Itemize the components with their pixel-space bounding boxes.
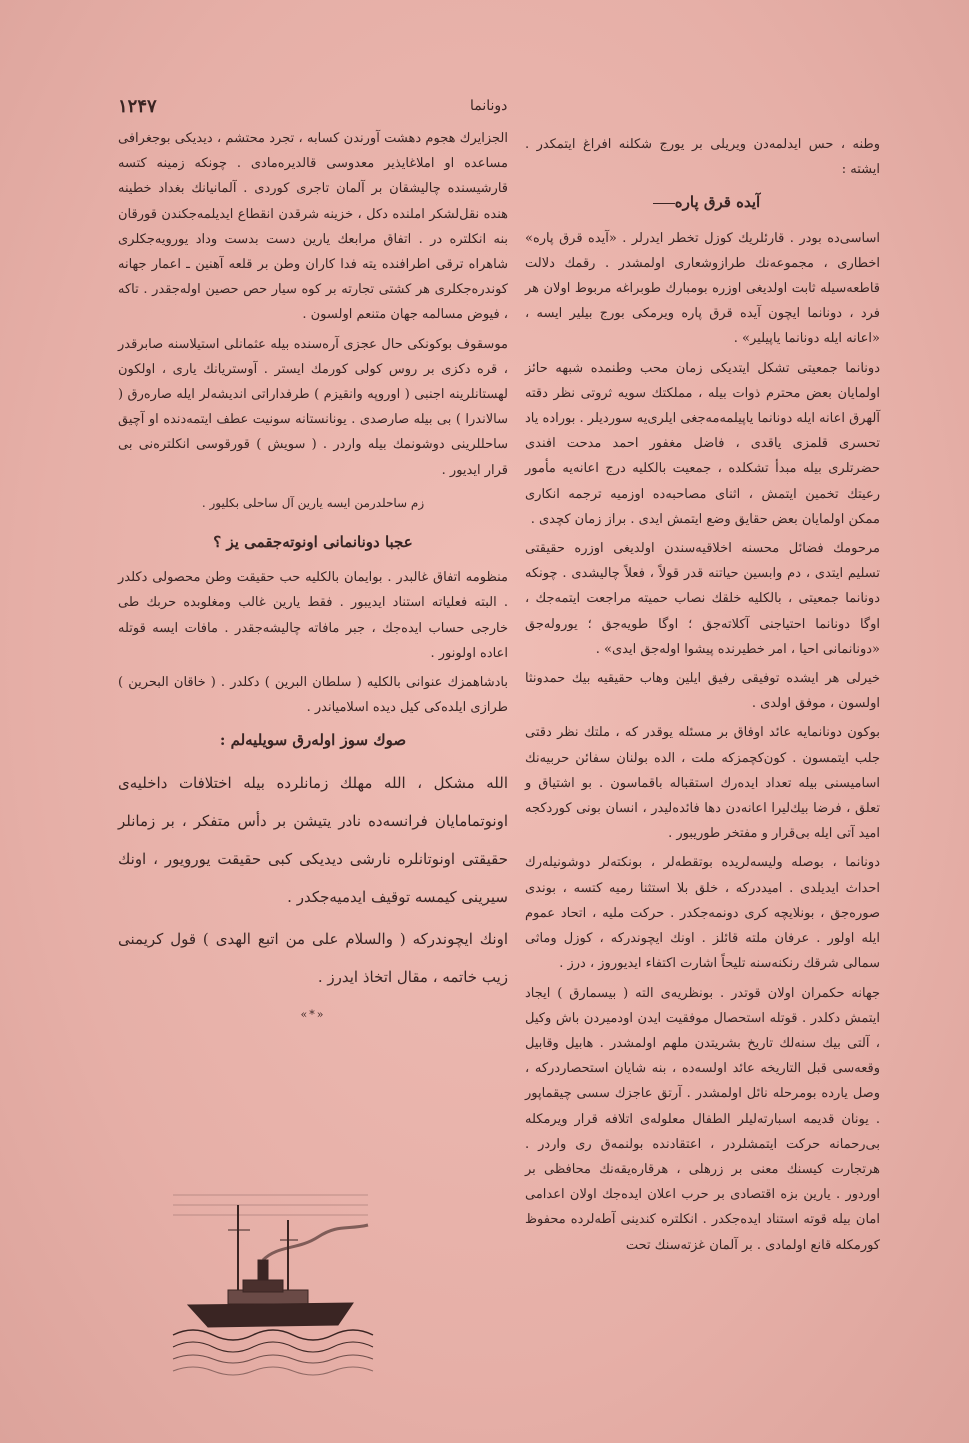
running-title: دونانما xyxy=(470,98,508,114)
final-paragraph: اونك ایچوندرکه ( والسلام علی من اتبع الهدی ) قول کریمنی زیب خاتمه ، مقال اتخاذ ایدرز . xyxy=(118,929,508,986)
paragraph: بوكون دونانمایه عائد اوفاق بر مسئله یوقدر که ، ملتك نظر دقتی جلب ایتمسون . كون‌كچمزكه ملت ، الده بولنان سفائن حربیه‌نك اساميسنی بیله تعداد ایده‌رك استقباله باقماسون . بو اشتیاق و تعلق ، فرضا بیك‌لیرا اعانه‌دن دها فائده‌لیدر ، انسان بونی كوردكجه امید آتی ایله بی‌قرار و مفتخر طوریبور . xyxy=(525,725,880,842)
closing-heading: صوك سوز اوله‌رق سویلیه‌لم : xyxy=(219,731,407,750)
poem-line: زم ساحلدرمن ایسه یارین آل ساحلی بکلیور . xyxy=(201,495,425,510)
paragraph: الجزایرك هجوم دهشت آورندن کسابه ، تجرد محتشم ، دیدیکی بوجغرافی مساعده او املاغایذیر معدوسی قالدیره‌مادی . چونکه زمینه کتسه قارشیسنده چالیشقان بر آلمان تاجری کوردی . آلمانیانك بغداد خطینه هنده نقل‌لشکر املنده دکل ، خزینه شرقدن انقطاع ایدیلمه‌جکندن قورقان بنه انکلتره در . اتفاق مرابعك یارین دست بدست وداد یورویه‌جکلری شاهراه ترقی اطرافنده یته فدا کاران وطن بر قلعه آهنین ـ اعمار جهانه کوندره‌جکلری هر کشتی تجارته بر کوه سیار حص حصین اوله‌جقدر . تاکه ، فیوض مسالمه جهان متنعم اولسون . xyxy=(118,131,508,323)
page-header xyxy=(0,96,969,126)
closing-paragraph: الله مشکل ، الله مهلك زمانلرده بیله اختلافات داخلیه‌ی اونوتمامایان فرانسه‌ده نادر یتیشن بر دأس متفکر ، بر زمانلر حقیقتی اونوتانلره نارشی دیدیکی کبی حقیقت یورویور ، اونك سیرینی کیمسه توقیف ایدمیه‌جکدر . xyxy=(118,773,508,906)
paragraph: دونانما جمعیتی تشکل ایتدیکی زمان محب وطنمده شبهه حائز اولمایان بعض محترم ذوات بیله ، مملکتك سویه ثروتی نظر دقته آلهرق اعانه ایله دونانما یاپیلمه‌مه‌جغی ایلری‌یه سوردیلر . بوراده یاد تحسری قلمزی یاقدی ، فاضل مغفور احمد مدحت افندی حضرتلری بیله مبدأ تشکلده ، جمعیت بالکلیه درج اعانه‌یه مأمور رعیتك تخمین ایتمش ، اثنای مصاحبه‌ده اوزمیه ترجمه انکاری ممکن اولمایان بعض حقایق وضع ایتمش ایدی . براز زمان کچدی . xyxy=(525,360,880,527)
left-column xyxy=(118,126,508,1027)
paragraph: دونانما ، بوصله ولیسه‌لریده بوتقطه‌لر ، بونکته‌لر دوشونیله‌رك احداث ایدیلدی . امیددرکه ، خلق بلا استثنا رمیه کتسه ، بوندی صوره‌جق ، بونلایچه‌ کری دونمه‌جکدر . حرکت ملیه ، اتحاد عموم ایله اولور . عرفان ملته قائلز . اونك ایچوندرکه ، کوزل وماثی سمالی شرقك رنکنه‌سنه تلیحاً اشارت اکتفاء ایدیوروز ، درز . xyxy=(525,855,880,972)
section-title: آیدە قرق پاره xyxy=(525,190,880,215)
paragraph: موسقوف بوکونکی حال عجزی آره‌سنده بیله عثمانلی استیلاسنه صابرقدر ، قره دکزی بر روس کولی کورمك ایستر . آوستریانك یاری ، اولکون لهستانلرینه اجنبی ( اوروپه وانقیزم ) طرفداراتی اندیشه‌لر ایله صاره‌رق ( سالاندرا ) بی بیله صارصدی . یونانستانه سونیت عطف ایتمه‌دنده او آچیق ساحللرینی دوشونمك بیله واردر . ( سویش ) قورقوسی انکلتره‌نی بی قرار ایدیور . xyxy=(118,336,508,478)
paragraph: اساسی‌ده بودر . قارئلریك كوزل تخطر ایدرلر . «آیدە قرق پاره» اخطاری ، مجموعه‌نك طرازوشعاری اولمشدر . رقمك دلالت قاطعه‌سیله ثابت اولدیغی اوزره بومبارك طوبراغه‌ مربوط اولان هر فرد ، دونانما ایچون آیده قرق پاره ویرمکی بورج بیلیر ایسه ، «اعانه‌ ایله دونانما یاپیلیر» . xyxy=(525,230,880,347)
paragraph: مرحومك فضائل محسنه اخلاقیه‌سندن اولدیغی اوزره حقیقتی تسلیم ایتدی ، دم وابسین حیاتنه قدر قولاً ، فعلاً چالیشدی . چونکه دونانما جمعیتی ، بالکلیه خلقك نصاب حمیته مراجعت ایتمه‌جك ، اوگا دونانما احتیاجنی آکلاته‌جق ؛ اوگا طویه‌جق ؛ یوروله‌جق «دونانمانی احیا ، امر خطیرنده پیشوا اوله‌جق ایدی» . xyxy=(525,541,880,657)
paragraph: جهانه حکمران اولان قوتدر . بونظریه‌ی الته ( بیسمارق ) ایجاد ایتمش دکلدر . قوتله استحصال موفقیت ایدن اودمیردن باش وکیل ، آلتی بیك سنه‌لك تاریخ بشریتدن ملهم اولمشدر . هابیل وقابیل وقعه‌سی قبل التاریخه عائد اولسه‌ده ، بنه شایان استحصاردرکه ، وصل یارده بومرحله نائل اولمشدر . آرتق عاجزك سسی چیقماپور . یونان قدیمه اسبارته‌لیلر الطفال معلوله‌ی اتلافه قرار ویرمکله بی‌رحمانه حرکت ایتمشلردر ، اعتقادنده بولنمه‌ق ری واردر . هرتجارت کیسنك معنی بر زرهلی ، هرقاره‌یقه‌نك محافظی بر اوردور . یارین بزه اقتصادی بر حرب اعلان ایده‌جك اولان اعدامی امان بیله قوته استناد ایده‌جکدر . انکلتره کندینی آطه‌لرده محفوظ کورمکله قانع اولمادی . بر آلمان غزته‌سنك تحت‌ xyxy=(525,985,880,1253)
title-dash xyxy=(653,203,675,204)
intro-paragraph: وطنه ، حس ایدلمه‌دن ویریلی بر یورج شکلنه افراغ ایتمکدر . ایشته : xyxy=(525,137,880,178)
question-title: عجبا دونانمانی اونوته‌جقمی یز ؟ xyxy=(213,533,413,552)
right-column xyxy=(525,132,880,1262)
paragraph: بادشاهمزك عنوانی بالکلیه ( سلطان البرین ) دکلدر . ( خاقان البحرین ) طرازی ایلده‌کی کیل دیده اسلامیاندر . xyxy=(118,675,508,716)
page-number: ۱۲۴۷ xyxy=(118,96,157,117)
paragraph: منظومه اتفاق غالبدر . بوایمان بالکلیه حب حقیقت وطن محصولی دکلدر . البته فعلیاته استناد ایدیبور . فقط یارین غالب ومغلوبده حربك طی خارجی حساب ایده‌جك ، جبر مافاته چالیشه‌جقدر . مافات ایسه قوتله اعاده اولونور . xyxy=(118,570,508,661)
ornament: «*» xyxy=(300,1007,326,1021)
paragraph: خیرلی هر ایشده توفیقی رفیق ایلین وهاب حقیقیه بیك حمدونثا اولسون ، موفق اولدی . xyxy=(525,671,880,712)
warship-engraving-icon xyxy=(168,1175,378,1380)
